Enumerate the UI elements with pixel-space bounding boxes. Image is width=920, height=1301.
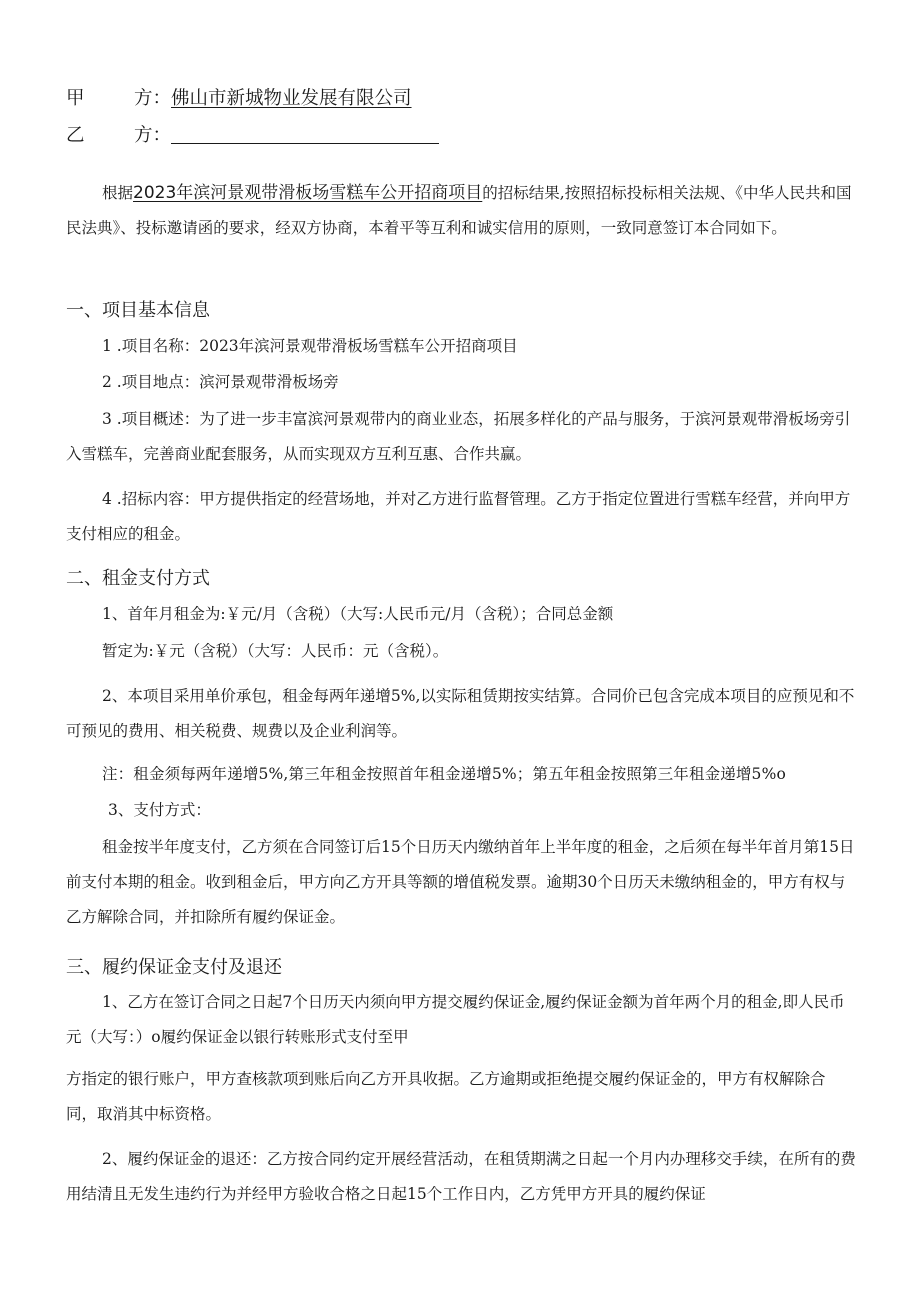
- party-b-label-second: 方：: [134, 125, 172, 146]
- intro-prefix: 根据: [102, 184, 134, 202]
- s1-item-4: 4 .招标内容：甲方提供指定的经营场地，并对乙方进行监督管理。乙方于指定位置进行雪糕车经营，并向甲方支付相应的租金。: [66, 490, 851, 543]
- party-b-label-first: 乙: [66, 125, 85, 146]
- s3-item-1: 1、乙方在签订合同之日起7个日历天内须向甲方提交履约保证金,履约保证金额为首年两个月的租金,即人民币元（大写：）o履约保证金以银行转账形式支付至甲: [66, 993, 845, 1046]
- s2-item-3-title: 3、支付方式：: [108, 801, 211, 819]
- s1-item-1: 1 .项目名称：2023年滨河景观带滑板场雪糕车公开招商项目: [102, 337, 518, 355]
- party-a-line: [66, 84, 412, 110]
- party-a-label-first: 甲: [66, 88, 85, 109]
- s2-item-2: 2、本项目采用单价承包，租金每两年递增5%,以实际租赁期按实结算。合同价已包含完成本项目的应预见和不可预见的费用、相关税费、规费以及企业利润等。: [66, 687, 855, 740]
- s1-item-2: 2 .项目地点：滨河景观带滑板场旁: [102, 373, 339, 391]
- party-a-name: 佛山市新城物业发展有限公司: [171, 88, 412, 109]
- s2-item-3-body: 租金按半年度支付，乙方须在合同签订后15个日历天内缴纳首年上半年度的租金，之后须在每半年首月第15日前支付本期的租金。收到租金后，甲方向乙方开具等额的增值税发票。逾期30个日历天未缴纳租金的，甲方有权与乙方解除合同，并扣除所有履约保证金。: [66, 838, 855, 926]
- s2-rent-line-2: 暂定为:￥元（含税）（大写：人民币：元（含税）。: [102, 642, 449, 660]
- intro-paragraph: [66, 176, 856, 246]
- s3-item-1-cont: 方指定的银行账户，甲方查核款项到账后向乙方开具收据。乙方逾期或拒绝提交履约保证金的，甲方有权解除合同，取消其中标资格。: [66, 1070, 826, 1123]
- s2-rent-line-1: 1、首年月租金为:￥元/月（含税）（大写:人民币元/月（含税）；合同总金额: [102, 605, 614, 623]
- intro-suffix: 的招标结果,按照招标投标相关法规、《中华人民共和国民法典》、投标邀请函的要求，经双方协商，本着平等互利和诚实信用的原则，一致同意签订本合同如下。: [66, 184, 852, 237]
- section-1-heading: 一、项目基本信息: [66, 300, 210, 321]
- intro-project-name: 2023年滨河景观带滑板场雪糕车公开招商项目: [133, 183, 483, 203]
- party-b-line: [66, 121, 439, 147]
- section-3-heading: 三、履约保证金支付及退还: [66, 957, 282, 978]
- s1-item-3: 3 .项目概述：为了进一步丰富滨河景观带内的商业业态，拓展多样化的产品与服务，于滨河景观带滑板场旁引入雪糕车，完善商业配套服务，从而实现双方互利互惠、合作共赢。: [66, 410, 851, 463]
- party-a-label-second: 方：: [134, 88, 172, 109]
- s2-note: 注：租金须每两年递增5%,第三年租金按照首年租金递增5%；第五年租金按照第三年租金递增5%o: [102, 765, 786, 783]
- s3-item-2: 2、履约保证金的退还：乙方按合同约定开展经营活动，在租赁期满之日起一个月内办理移交手续，在所有的费用结清且无发生违约行为并经甲方验收合格之日起15个工作日内，乙方凭甲方开具的履约保证: [66, 1150, 856, 1203]
- party-b-blank: [171, 127, 439, 144]
- section-2-heading: 二、租金支付方式: [66, 568, 210, 589]
